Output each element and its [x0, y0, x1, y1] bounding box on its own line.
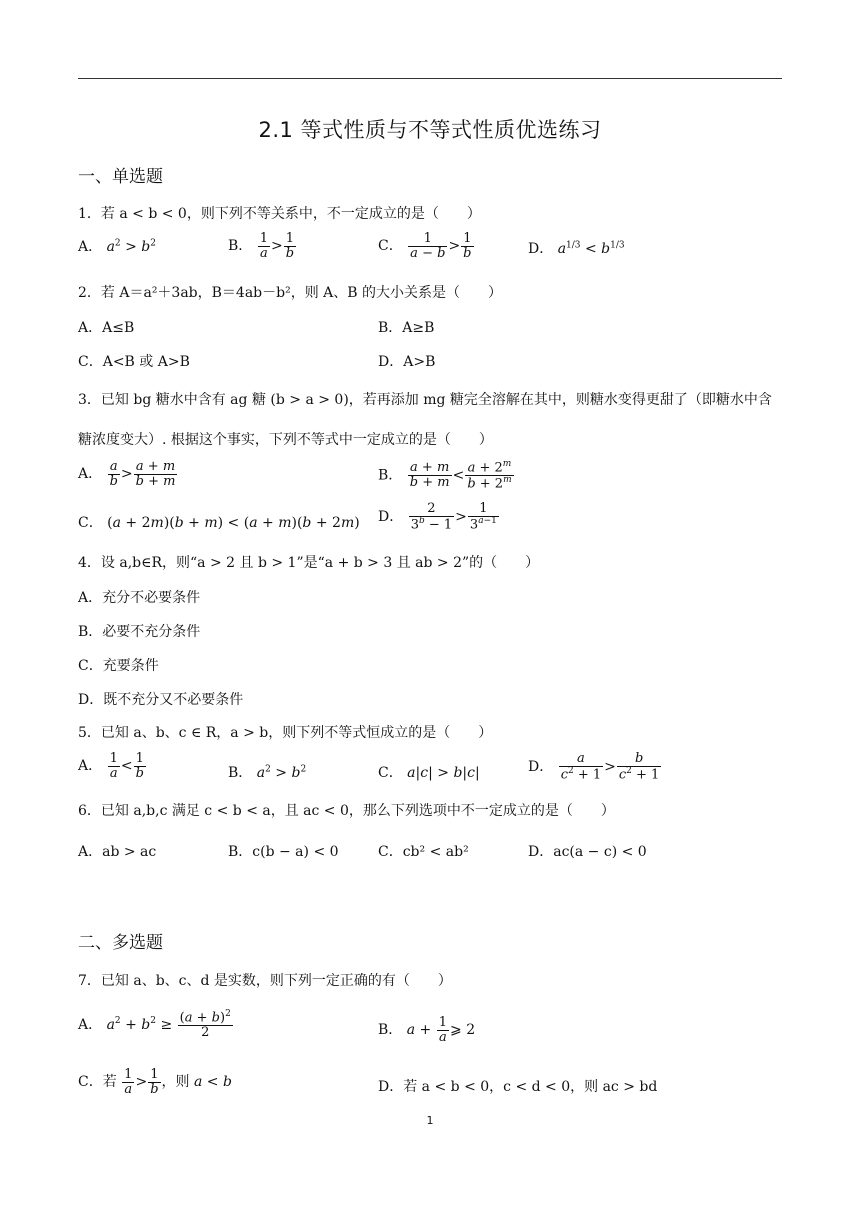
- section-single-choice: 一、单选题: [78, 167, 163, 187]
- question-4-option-a: A．充分不必要条件: [78, 590, 201, 606]
- question-2-option-c: C．A<B 或 A>B: [78, 354, 190, 370]
- question-1-option-a: A． $a^2 > b^2$: [78, 238, 156, 255]
- question-5-option-c: C． a|c| > b|c|: [378, 765, 480, 781]
- question-4-stem: 4．设 a,b∈R，则“a > 2 且 b > 1”是“a + b > 3 且 ab > 2”的（ ）: [78, 555, 540, 571]
- question-6-option-c: C．cb² < ab²: [378, 844, 469, 860]
- question-3-stem-line-1: 3．已知 bg 糖水中含有 ag 糖 (b > a > 0)，若再添加 mg 糖完全溶解在其中，则糖水变得更甜了（即糖水中含: [78, 392, 772, 408]
- question-7-option-d: D．若 a < b < 0，c < d < 0，则 ac > bd: [378, 1079, 658, 1095]
- question-3-option-d: D． $\frac{2}{3^b - 1}$ > $\frac{1}{3^{a-1}}$: [378, 501, 497, 532]
- question-6-option-a: A．ab > ac: [78, 844, 157, 860]
- question-5-stem: 5．已知 a、b、c ∈ R，a > b，则下列不等式恒成立的是（ ）: [78, 725, 493, 741]
- question-1-option-d: D． $a^{1/3} < b^{1/3}$: [528, 240, 625, 257]
- question-1-stem: 1．若 a < b < 0，则下列不等关系中，不一定成立的是（ ）: [78, 206, 481, 222]
- question-2-option-a: A．A≤B: [78, 320, 135, 336]
- page-number: 1: [426, 1114, 434, 1127]
- question-6-option-d: D．ac(a − c) < 0: [528, 844, 647, 860]
- question-1-option-c: C． $\frac{1}{a - b}$ > $\frac{1}{b}$: [378, 231, 472, 261]
- question-6-option-b: B．c(b − a) < 0: [228, 844, 339, 860]
- question-1-option-b: B． $\frac{1}{a}$ > $\frac{1}{b}$: [228, 231, 295, 261]
- question-7-option-b: B． a + $\frac{1}{a}$ ⩾ 2: [378, 1015, 476, 1045]
- question-6-stem: 6．已知 a,b,c 满足 c < b < a，且 ac < 0，那么下列选项中不一定成立的是（ ）: [78, 803, 615, 819]
- question-4-option-b: B．必要不充分条件: [78, 624, 201, 640]
- header-rule: [78, 78, 782, 79]
- question-2-option-b: B．A≥B: [378, 320, 435, 336]
- question-7-stem: 7．已知 a、b、c、d 是实数，则下列一定正确的有（ ）: [78, 973, 452, 989]
- question-2-stem: 2．若 A＝a²＋3ab，B＝4ab－b²，则 A、B 的大小关系是（ ）: [78, 285, 503, 301]
- question-3-option-a: A． $\frac{a}{b}$ > $\frac{a + m}{b + m}$: [78, 459, 176, 489]
- question-5-option-d: D． $\frac{a}{c^2 + 1}$ > $\frac{b}{c^2 + 1}$: [528, 751, 660, 782]
- question-4-option-d: D．既不充分又不必要条件: [78, 692, 244, 708]
- question-7-option-c: C．若 $\frac{1}{a}$ > $\frac{1}{b}$ ，则 a < b: [78, 1067, 232, 1097]
- page-title: 2.1 等式性质与不等式性质优选练习: [258, 118, 602, 142]
- question-2-option-d: D．A>B: [378, 354, 436, 370]
- section-multiple-choice: 二、多选题: [78, 933, 163, 953]
- question-5-option-b: B． $a^2 > b^2$: [228, 764, 307, 781]
- question-3-stem-line-2: 糖浓度变大）. 根据这个事实，下列不等式中一定成立的是（ ）: [78, 432, 493, 448]
- question-5-option-a: A． $\frac{1}{a}$ < $\frac{1}{b}$: [78, 751, 144, 781]
- question-7-option-a: A． $a^2 + b^2$ ≥ $\frac{(a + b)^2}{2}$: [78, 1009, 231, 1040]
- question-3-option-b: B． $\frac{a + m}{b + m}$ < $\frac{a + 2^m}{b + 2^m}$: [378, 459, 512, 492]
- question-4-option-c: C．充要条件: [78, 658, 159, 674]
- question-3-option-c: C． (a + 2m)(b + m) < (a + m)(b + 2m): [78, 515, 360, 531]
